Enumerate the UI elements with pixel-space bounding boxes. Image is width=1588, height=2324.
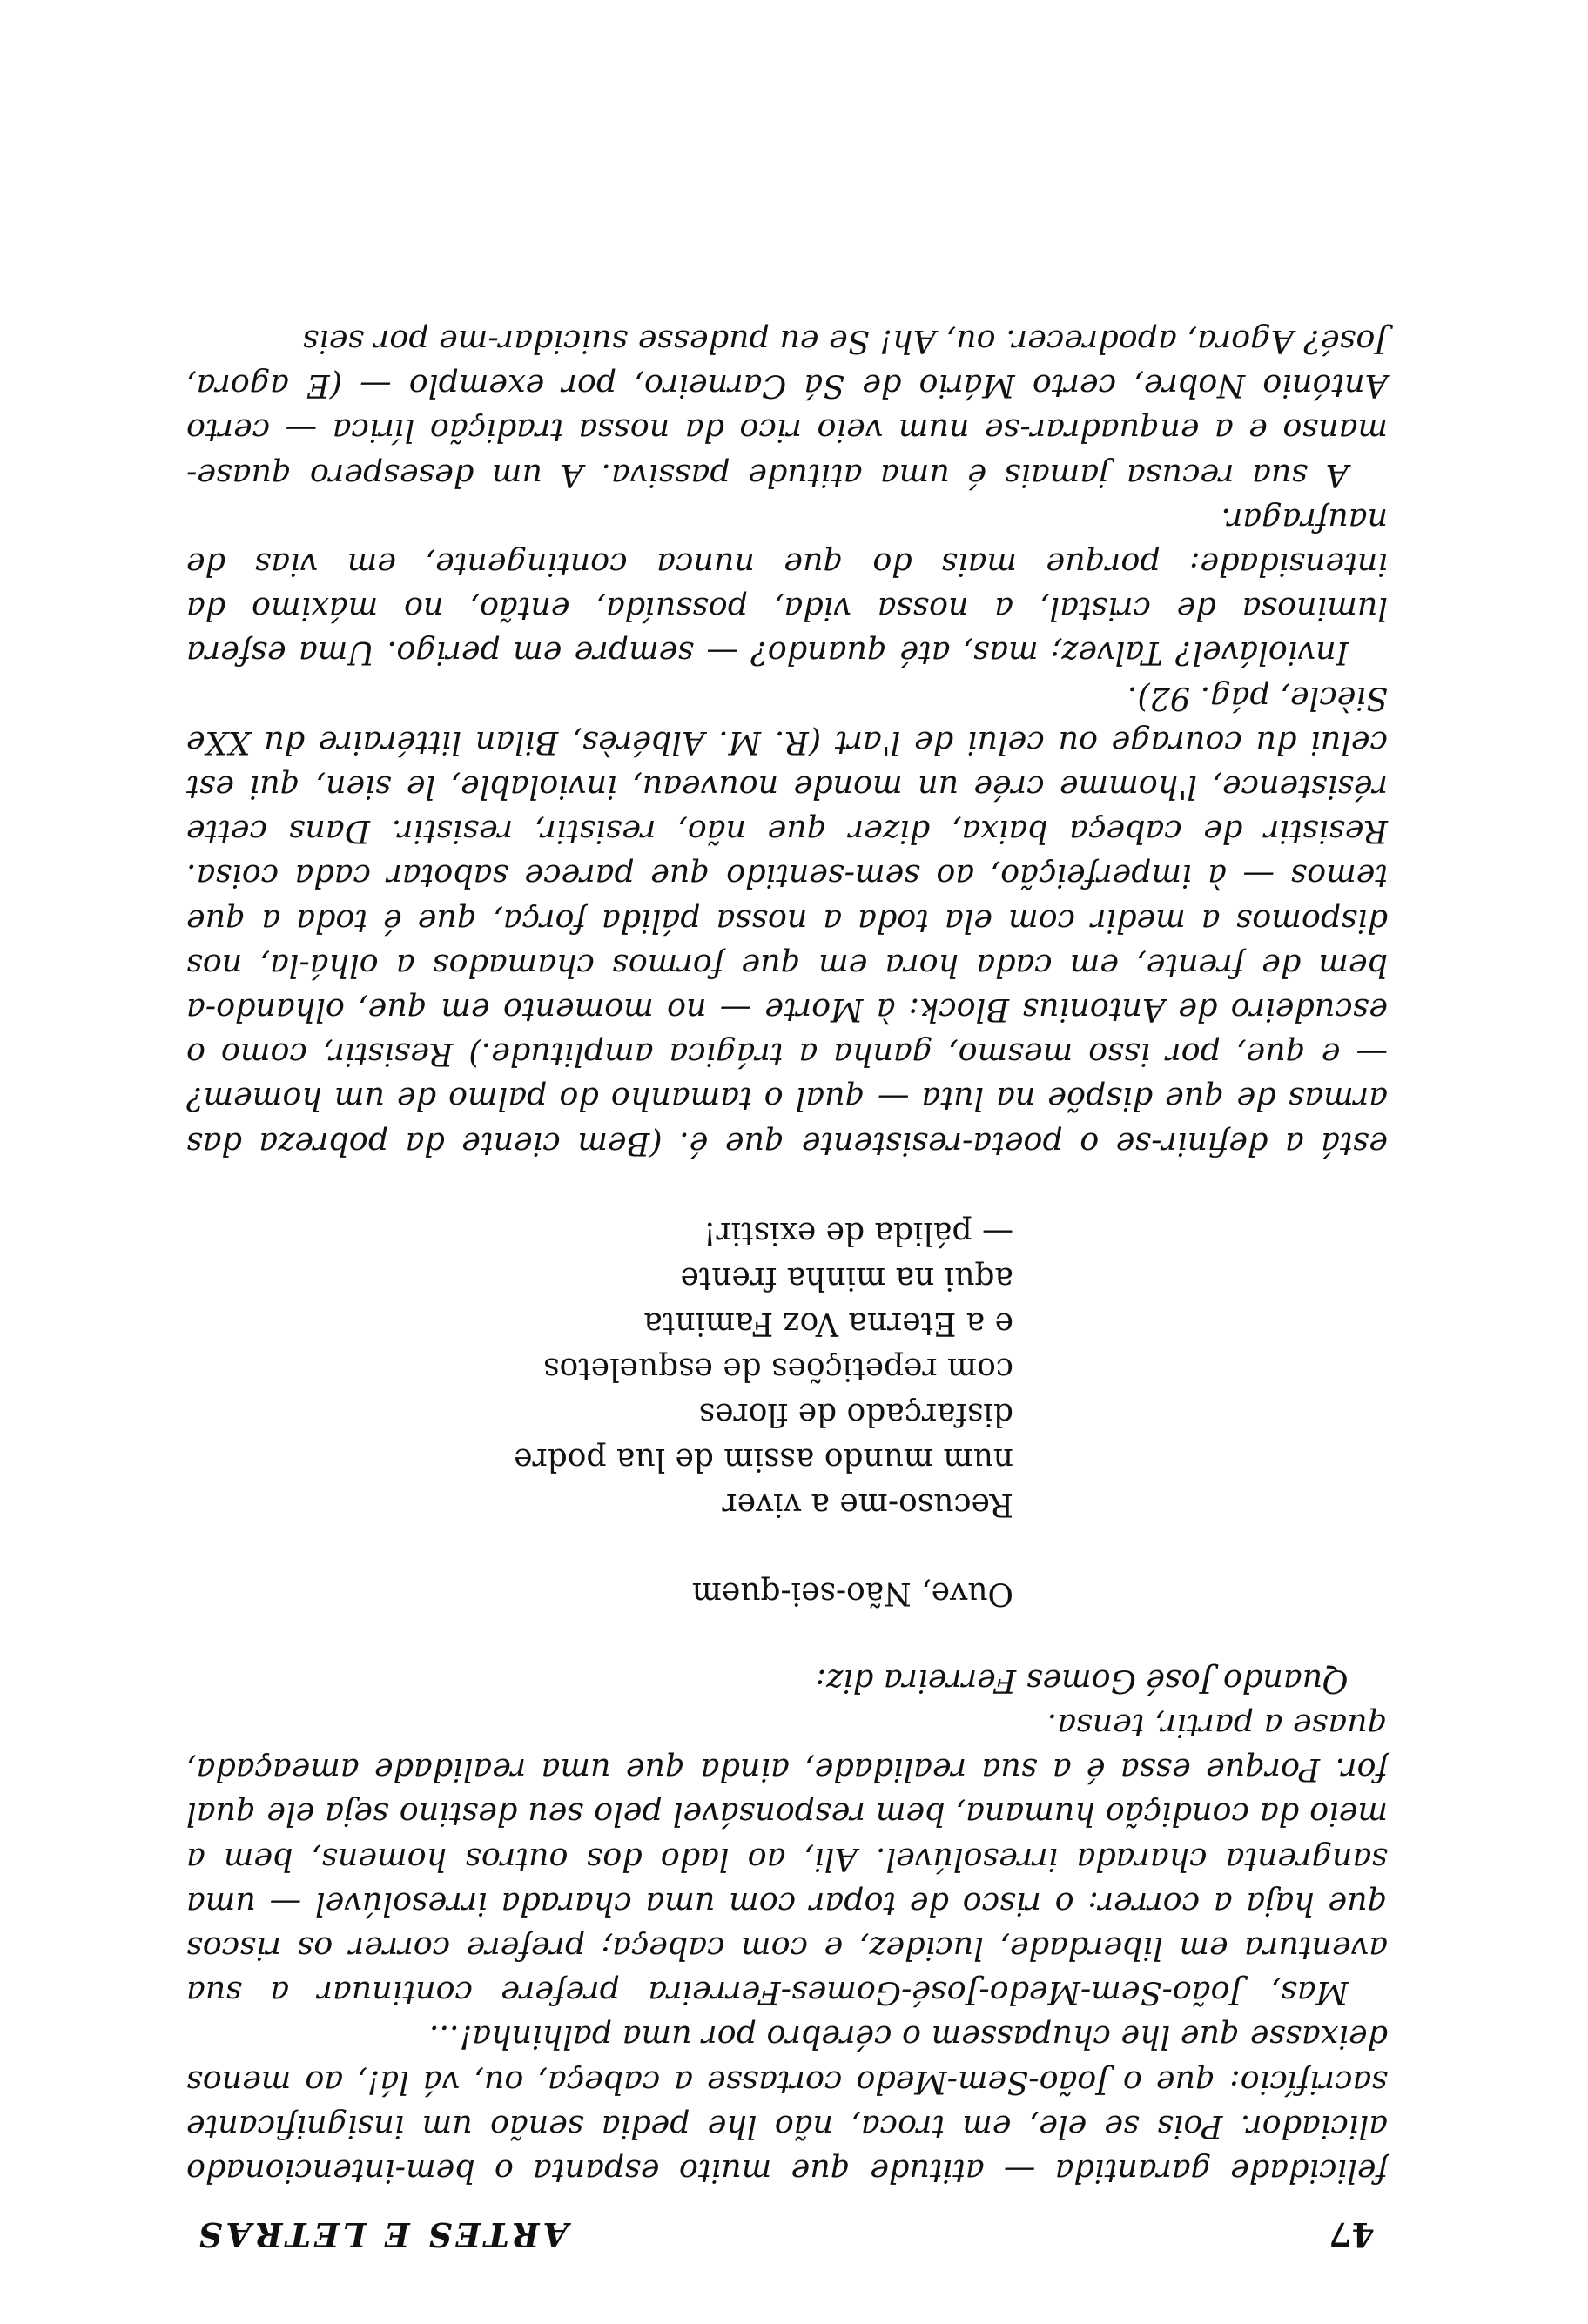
- poem-line-1: Ouve, Não-sei-quem: [691, 1575, 1013, 1611]
- page-header: [195, 2202, 1375, 2254]
- body-text: [186, 319, 1388, 2193]
- poem-line-7: aqui na minha frente: [680, 1259, 1013, 1296]
- poem-line-8: — pálida de existir!: [703, 1214, 1013, 1251]
- paragraph-4: está a definir-se o poeta-resistente que é. (Bem ciente da pobreza das armas de que dispõe na luta — qual o tamanho do palmo de um homem? — e que, por isso mesmo, ganha a trágica amplitude.) Resistir, como o escudeiro de Antonius Block: à Morte — no momento em que, olhando-a bem de frente, em cada hora em que formos chamados a olhá-la, nos dispomos a medir com ela toda a nossa pálida força, que é toda a que temos — à imperfeição, ao sem-sentido que parece sabotar cada coisa. Resistir de cabeça baixa, dizer que não, resistir, resistir. Dans cette résistence, l'homme crée un monde nouveau, inviolable, le sien, qui est celui du courage ou celui de l'art (R. M. Albérès, Bilan littéraire du XXe Siècle, pág. 92).: [186, 679, 1388, 1163]
- poem-line-6: e a Eterna Voz Faminta: [643, 1305, 1013, 1341]
- paragraph-2: Mas, João-Sem-Medo-José-Gomes-Ferreira prefere continuar a sua aventura em liberdade, lucidez, e com cabeça; prefere correr os riscos que haja a correr: o risco de topar com uma charada irresolúvel — uma sangrenta charada irresolúvel. Ali, ao lado dos outros homens, bem a meio da condição humana, bem responsável pelo seu destino seja ele qual for. Porque essa é a sua realidade, ainda que uma realidade ameaçada, quase a partir, tensa.: [186, 1706, 1388, 2012]
- poem-intro: Quando José Gomes Ferreira diz:: [815, 1662, 1349, 1700]
- paragraph-5: Inviolável? Talvez; mas, até quando? — sempre em perigo. Uma esfera luminosa de cristal, a nossa vida, possuída, então, no máximo da intensidade: porque mais do que nunca contingente, em vias de naufragar.: [186, 500, 1388, 673]
- page-number: 47: [1329, 2215, 1375, 2254]
- poem-block: [186, 1210, 1013, 1615]
- poem-line-5: com repetições de esqueletos: [543, 1350, 1013, 1387]
- paragraph-6: A sua recusa jamais é uma atitude passiva. A um desespero quase-manso e a enquadrar-se num veio rico da nossa tradição lírica — certo António Nobre, certo Mário de Sá Carneiro, por exemplo — (E agora, José? Agora, apodrecer. ou, Ah! Se eu pudesse suicidar-me por seis: [186, 322, 1388, 494]
- poem-line-2: Recuso-me a viver: [722, 1486, 1013, 1522]
- paragraph-1: felicidade garantida — atitude que muito espanta o bem-intencionado aliciador. Pois se ele, em troca, não lhe pedia senão um insignificante sacrifício: que o João-Sem-Medo cortasse a cabeça, ou, vá lá!, ao menos deixasse que lhe chupassem o cérebro por uma palhinha!...: [186, 2018, 1388, 2190]
- running-head: ARTES E LETRAS: [195, 2215, 569, 2254]
- poem-line-3: num mundo assim de lua podre: [514, 1441, 1013, 1477]
- poem-line-4: disfarçado de flores: [698, 1395, 1013, 1432]
